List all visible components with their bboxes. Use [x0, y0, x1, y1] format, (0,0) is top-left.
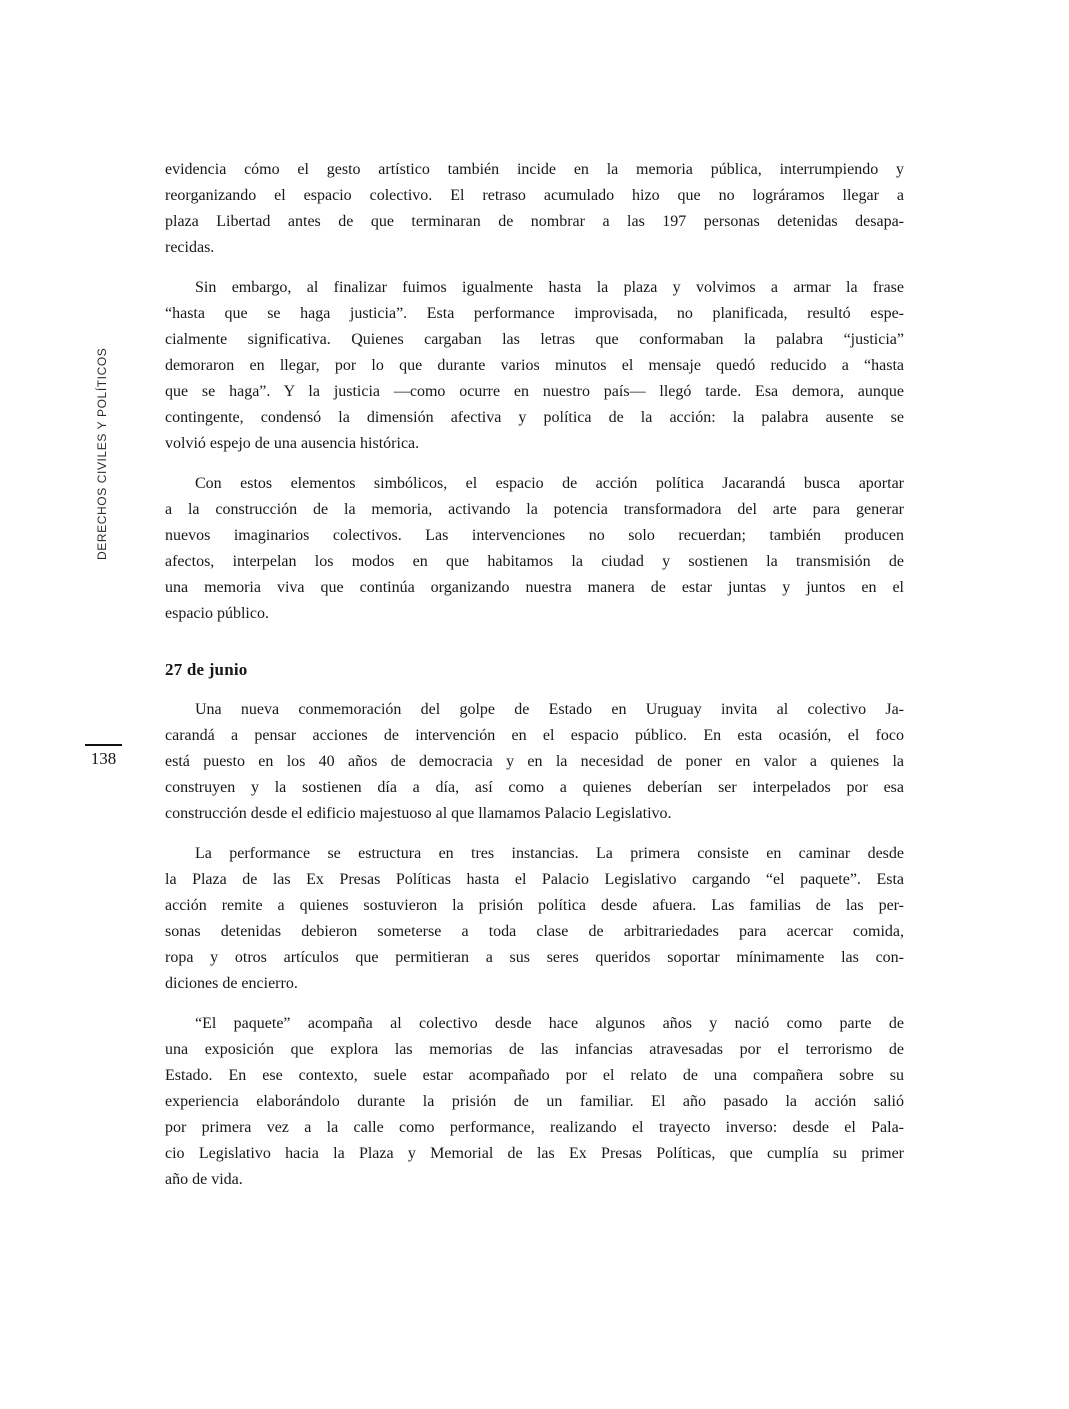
text-line: carandá a pensar acciones de intervención en el espacio público. En esta ocasión, el foco: [165, 727, 904, 744]
paragraph: [165, 841, 904, 997]
paragraph: [165, 697, 904, 827]
text-line: diciones de encierro.: [165, 975, 298, 992]
text-line: reorganizando el espacio colectivo. El retraso acumulado hizo que no lográramos llegar a: [165, 187, 904, 204]
text-line: está puesto en los 40 años de democracia y en la necesidad de poner en valor a quienes la: [165, 753, 904, 770]
text-line: construcción desde el edificio majestuoso al que llamamos Palacio Legislativo.: [165, 805, 672, 822]
text-line: La performance se estructura en tres instancias. La primera consiste en caminar desde: [195, 845, 904, 862]
text-line: cialmente significativa. Quienes cargaban las letras que conformaban la palabra “justicia”: [165, 331, 904, 348]
text-line: por primera vez a la calle como performance, realizando el trayecto inverso: desde el Pala-: [165, 1119, 904, 1136]
paragraph: [165, 157, 904, 261]
text-line: afectos, interpelan los modos en que habitamos la ciudad y sostienen la transmisión de: [165, 553, 904, 570]
folio-rule: [85, 744, 122, 746]
text-line: Estado. En ese contexto, suele estar acompañado por el relato de una compañera sobre su: [165, 1067, 904, 1084]
text-line: una exposición que explora las memorias de las infancias atravesadas por el terrorismo de: [165, 1041, 904, 1058]
text-line: contingente, condensó la dimensión afectiva y política de la acción: la palabra ausente se: [165, 409, 904, 426]
page-number: 138: [90, 749, 117, 768]
text-line: plaza Libertad antes de que terminaran de nombrar a las 197 personas detenidas desapa-: [165, 213, 904, 230]
text-line: experiencia elaborándolo durante la prisión de un familiar. El año pasado la acción salió: [165, 1093, 904, 1110]
chapter-sidebar-label: DERECHOS CIVILES Y POLÍTICOS: [95, 347, 109, 560]
text-line: Una nueva conmemoración del golpe de Estado en Uruguay invita al colectivo Ja-: [195, 701, 904, 718]
text-line: que se haga”. Y la justicia —como ocurre en nuestro país— llegó tarde. Esa demora, aunque: [165, 383, 904, 400]
text-line: acción remite a quienes sostuvieron la prisión política desde afuera. Las familias de las per-: [165, 897, 904, 914]
page-number-block: [85, 744, 122, 769]
text-line: nuevos imaginarios colectivos. Las intervenciones no solo recuerdan; también producen: [165, 527, 904, 544]
text-line: Sin embargo, al finalizar fuimos igualmente hasta la plaza y volvimos a armar la frase: [195, 279, 904, 296]
text-line: recidas.: [165, 239, 215, 256]
paragraph: [165, 275, 904, 457]
text-line: cio Legislativo hacia la Plaza y Memorial de las Ex Presas Políticas, que cumplía su primer: [165, 1145, 904, 1162]
text-line: a la construcción de la memoria, activando la potencia transformadora del arte para generar: [165, 501, 904, 518]
text-line: Con estos elementos simbólicos, el espacio de acción política Jacarandá busca aportar: [195, 475, 904, 492]
text-line: “El paquete” acompaña al colectivo desde hace algunos años y nació como parte de: [195, 1015, 904, 1032]
text-line: evidencia cómo el gesto artístico también incide en la memoria pública, interrumpiendo y: [165, 161, 904, 178]
text-line: una memoria viva que continúa organizando nuestra manera de estar juntas y juntos en el: [165, 579, 904, 596]
page-body: [165, 157, 904, 1207]
text-line: ropa y otros artículos que permitieran a sus seres queridos soportar mínimamente las con-: [165, 949, 904, 966]
text-line: la Plaza de las Ex Presas Políticas hasta el Palacio Legislativo cargando “el paquete”. Esta: [165, 871, 904, 888]
text-line: construyen y la sostienen día a día, así como a quienes deberían ser interpelados por esa: [165, 779, 904, 796]
paragraph: [165, 1011, 904, 1193]
text-line: “hasta que se haga justicia”. Esta performance improvisada, no planificada, resultó espe-: [165, 305, 904, 322]
paragraph: [165, 471, 904, 627]
section-heading: 27 de junio: [165, 660, 248, 679]
text-line: volvió espejo de una ausencia histórica.: [165, 435, 420, 452]
text-line: demoraron en llegar, por lo que durante varios minutos el mensaje quedó reducido a “hasta: [165, 357, 904, 374]
text-line: sonas detenidas debieron someterse a toda clase de arbitrariedades para acercar comida,: [165, 923, 904, 940]
text-line: espacio público.: [165, 605, 269, 622]
text-line: año de vida.: [165, 1171, 243, 1188]
